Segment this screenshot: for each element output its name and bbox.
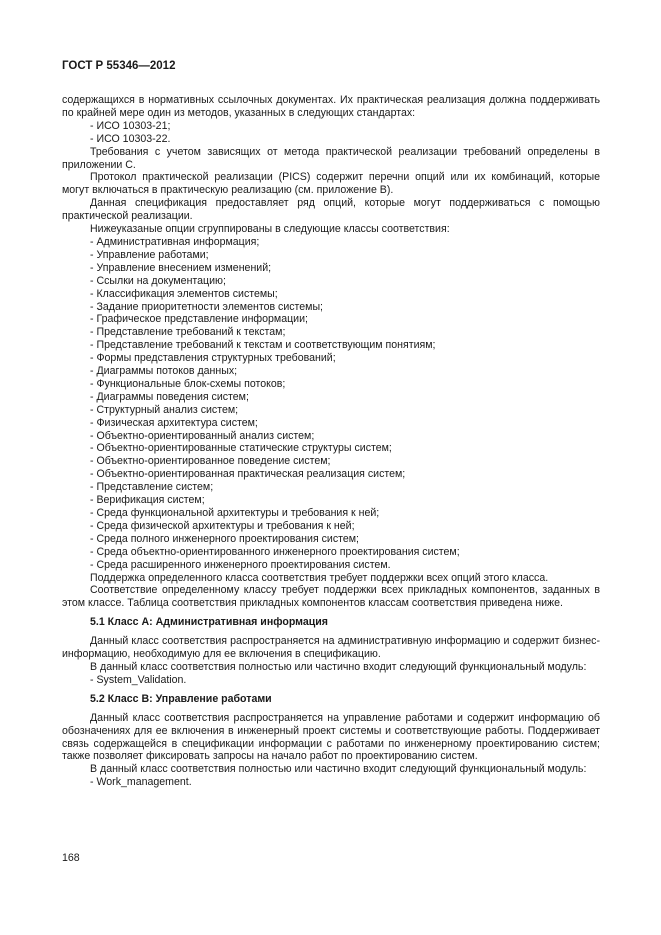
- list-item: - Графическое представление информации;: [90, 313, 308, 326]
- list-item: - Представление систем;: [90, 481, 214, 494]
- list-item: - Диаграммы потоков данных;: [90, 365, 238, 378]
- list-item: - Объектно-ориентированные статические структуры систем;: [90, 442, 392, 455]
- paragraph: В данный класс соответствия полностью или частично входит следующий функциональный модуль:: [90, 763, 587, 776]
- section-heading-5-2: 5.2 Класс В: Управление работами: [90, 692, 272, 705]
- list-item: - Формы представления структурных требований;: [90, 352, 336, 365]
- paragraph: Данный класс соответствия распространяется на административную информацию и содержит бизнес-информацию, необходимую для ее включения в спецификацию.: [62, 635, 600, 661]
- list-item: - Объектно-ориентированное поведение систем;: [90, 455, 331, 468]
- list-item: - Верификация систем;: [90, 494, 205, 507]
- document-header: ГОСТ Р 55346—2012: [62, 60, 176, 72]
- list-item: - Классификация элементов системы;: [90, 287, 278, 300]
- document-body: [62, 94, 600, 789]
- paragraph: Протокол практической реализации (PICS) содержит перечни опций или их комбинаций, которые могут включаться в практическую реализацию (см. приложение В).: [62, 171, 600, 197]
- paragraph: содержащихся в нормативных ссылочных документах. Их практическая реализация должна поддерживать по крайней мере один из методов, указанных в следующих стандартах:: [62, 94, 600, 119]
- paragraph: Нижеуказаные опции сгруппированы в следующие классы соответствия:: [90, 223, 450, 236]
- list-item: - Физическая архитектура систем;: [90, 416, 258, 429]
- list-item: - Среда объектно-ориентированного инженерного проектирования систем;: [90, 545, 460, 558]
- paragraph: Поддержка определенного класса соответствия требует поддержки всех опций этого класса.: [90, 571, 549, 584]
- list-item: - Структурный анализ систем;: [90, 403, 239, 416]
- list-item: - Задание приоритетности элементов системы;: [90, 300, 324, 313]
- paragraph: Соответствие определенному классу требует поддержки всех прикладных компонентов, заданных в этом классе. Таблица соответствия прикладных компонентов классам соответствия приведена ниже.: [62, 584, 600, 610]
- paragraph: Данный класс соответствия распространяется на управление работами и содержит информацию об обозначениях для ее включения в инженерный проект системы и соответствующие работы. Поддерживает связь содержащейся в спецификации информации с работами по инженерному проектированию систем; также позволяет фиксировать запросы на начало работ по проектированию систем.: [62, 711, 600, 763]
- list-item: - Управление внесением изменений;: [90, 261, 272, 274]
- list-item: - Объектно-ориентированная практическая реализация систем;: [90, 468, 406, 481]
- list-item: - Управление работами;: [90, 248, 209, 261]
- list-item: - Диаграммы поведения систем;: [90, 390, 249, 403]
- list-item: - Среда расширенного инженерного проектирования систем.: [90, 558, 391, 571]
- list-item: - Функциональные блок-схемы потоков;: [90, 377, 286, 390]
- list-item: - Ссылки на документацию;: [90, 274, 226, 287]
- list-item: - System_Validation.: [90, 673, 187, 686]
- list-item: - ИСО 10303-22.: [90, 132, 171, 145]
- paragraph: Требования с учетом зависящих от метода практической реализации требований определены в приложении С.: [62, 145, 600, 171]
- conformance-class-list: [62, 236, 600, 572]
- paragraph: В данный класс соответствия полностью или частично входит следующий функциональный модуль:: [90, 660, 587, 673]
- list-item: - Объектно-ориентированный анализ систем;: [90, 429, 315, 442]
- section-heading-5-1: 5.1 Класс А: Административная информация: [90, 616, 328, 629]
- list-item: - Среда функциональной архитектуры и требования к ней;: [90, 507, 380, 519]
- page-number: 168: [62, 852, 80, 864]
- paragraph: Данная спецификация предоставляет ряд опций, которые могут поддерживаться с помощью практической реализации.: [62, 197, 600, 223]
- list-item: - ИСО 10303-21;: [90, 119, 171, 132]
- list-item: - Work_management.: [90, 776, 192, 789]
- list-item: - Представление требований к текстам;: [90, 326, 286, 339]
- list-item: - Среда физической архитектуры и требования к ней;: [90, 519, 355, 532]
- list-item: - Среда полного инженерного проектирования систем;: [90, 532, 359, 545]
- list-item: - Административная информация;: [90, 235, 260, 248]
- list-item: - Представление требований к текстам и соответствующим понятиям;: [90, 339, 436, 352]
